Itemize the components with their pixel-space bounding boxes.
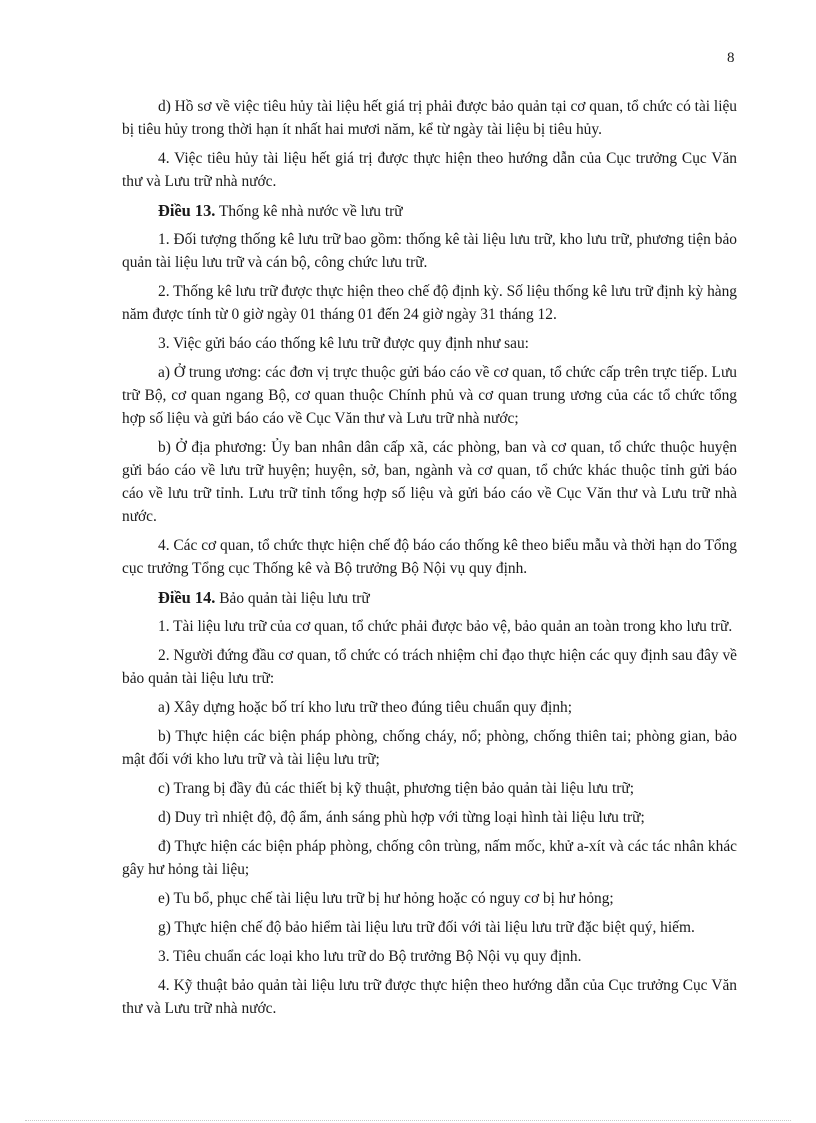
paragraph: c) Trang bị đầy đủ các thiết bị kỹ thuật, phương tiện bảo quản tài liệu lưu trữ;: [158, 780, 634, 797]
paragraph: 4. Việc tiêu hủy tài liệu hết giá trị được thực hiện theo hướng dẫn của Cục trưởng Cục Văn thư và Lưu trữ nhà nước.: [122, 150, 737, 190]
paragraph: 4. Các cơ quan, tổ chức thực hiện chế độ báo cáo thống kê theo biểu mẫu và thời hạn do Tổng cục trưởng Tổng cục Thống kê và Bộ trưởng Bộ Nội vụ quy định.: [122, 537, 737, 577]
paragraph: 3. Tiêu chuẩn các loại kho lưu trữ do Bộ trưởng Bộ Nội vụ quy định.: [158, 948, 582, 965]
paragraph: d) Hồ sơ về việc tiêu hủy tài liệu hết giá trị phải được bảo quản tại cơ quan, tổ chức có tài liệu bị tiêu hủy trong thời hạn ít nhất hai mươi năm, kể từ ngày tài liệu bị tiêu hủy.: [122, 98, 737, 138]
paragraph: e) Tu bổ, phục chế tài liệu lưu trữ bị hư hỏng hoặc có nguy cơ bị hư hỏng;: [158, 890, 614, 907]
paragraph: a) Ở trung ương: các đơn vị trực thuộc gửi báo cáo về cơ quan, tổ chức cấp trên trực tiếp. Lưu trữ Bộ, cơ quan ngang Bộ, cơ quan thuộc Chính phủ và cơ quan trung ương của các tổ chức tổng hợp số liệu và gửi báo cáo về Cục Văn thư và Lưu trữ nhà nước;: [122, 364, 737, 427]
page-bottom-divider: [25, 1120, 791, 1121]
paragraph: đ) Thực hiện các biện pháp phòng, chống côn trùng, nấm mốc, khử a-xít và các tác nhân khác gây hư hỏng tài liệu;: [122, 838, 737, 878]
article-14-heading: [122, 586, 737, 610]
article-13-heading: [122, 199, 737, 223]
paragraph: d) Duy trì nhiệt độ, độ ẩm, ánh sáng phù hợp với từng loại hình tài liệu lưu trữ;: [158, 809, 645, 826]
paragraph: 3. Việc gửi báo cáo thống kê lưu trữ được quy định như sau:: [158, 335, 529, 352]
paragraph: g) Thực hiện chế độ bảo hiểm tài liệu lưu trữ đối với tài liệu lưu trữ đặc biệt quý, hiếm.: [158, 919, 695, 936]
article-14-title: Bảo quản tài liệu lưu trữ: [219, 590, 370, 607]
paragraph: 2. Thống kê lưu trữ được thực hiện theo chế độ định kỳ. Số liệu thống kê lưu trữ định kỳ hàng năm được tính từ 0 giờ ngày 01 tháng 01 đến 24 giờ ngày 31 tháng 12.: [122, 283, 737, 323]
page-number: 8: [727, 50, 735, 66]
document-body: [122, 95, 737, 1026]
article-14-number: Điều 14.: [158, 588, 216, 607]
paragraph: a) Xây dựng hoặc bố trí kho lưu trữ theo đúng tiêu chuẩn quy định;: [158, 699, 572, 716]
paragraph: b) Thực hiện các biện pháp phòng, chống cháy, nổ; phòng, chống thiên tai; phòng gian, bảo mật đối với kho lưu trữ và tài liệu lưu trữ;: [122, 728, 737, 768]
paragraph: 1. Đối tượng thống kê lưu trữ bao gồm: thống kê tài liệu lưu trữ, kho lưu trữ, phương tiện bảo quản tài liệu lưu trữ và cán bộ, công chức lưu trữ.: [122, 231, 737, 271]
paragraph: 2. Người đứng đầu cơ quan, tổ chức có trách nhiệm chỉ đạo thực hiện các quy định sau đây về bảo quản tài liệu lưu trữ:: [122, 647, 737, 687]
paragraph: 4. Kỹ thuật bảo quản tài liệu lưu trữ được thực hiện theo hướng dẫn của Cục trưởng Cục Văn thư và Lưu trữ nhà nước.: [122, 977, 737, 1017]
article-13-number: Điều 13.: [158, 201, 216, 220]
paragraph: 1. Tài liệu lưu trữ của cơ quan, tổ chức phải được bảo vệ, bảo quản an toàn trong kho lưu trữ.: [158, 618, 733, 635]
article-13-title: Thống kê nhà nước về lưu trữ: [218, 203, 403, 220]
paragraph: b) Ở địa phương: Ủy ban nhân dân cấp xã, các phòng, ban và cơ quan, tổ chức thuộc huyện gửi báo cáo về lưu trữ huyện; huyện, sở, ban, ngành và cơ quan, tổ chức khác thuộc tỉnh gửi báo cáo về lưu trữ tỉnh. Lưu trữ tỉnh tổng hợp số liệu và gửi báo cáo về Cục Văn thư và Lưu trữ nhà nước.: [122, 439, 737, 525]
